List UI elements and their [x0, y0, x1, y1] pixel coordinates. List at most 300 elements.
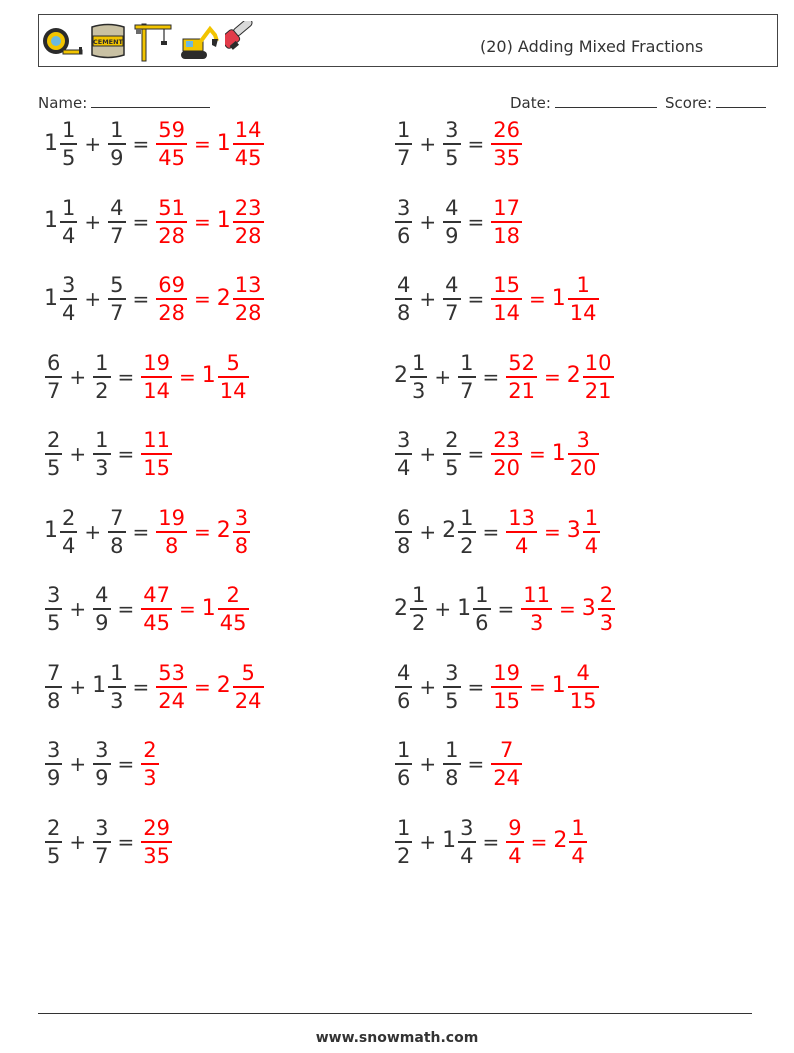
plus-sign: + — [419, 752, 437, 776]
equals-sign: = — [117, 752, 135, 776]
mixed-number — [442, 507, 476, 557]
plus-sign: + — [419, 829, 437, 854]
fraction — [156, 197, 187, 247]
mixed-number — [92, 817, 111, 867]
plus-sign: + — [84, 132, 102, 156]
problem-row — [44, 269, 265, 329]
numerator: 14 — [234, 118, 262, 142]
mixed-number — [107, 507, 126, 557]
mixed-number — [442, 119, 461, 169]
whole-part: 2 — [442, 518, 457, 543]
plus-sign: + — [419, 442, 437, 466]
numerator: 3 — [397, 195, 411, 220]
numerator: 5 — [110, 273, 124, 297]
numerator: 1 — [397, 738, 411, 762]
denominator: 8 — [445, 766, 459, 790]
fraction — [458, 817, 475, 867]
equals-sign: = — [132, 287, 150, 311]
denominator: 8 — [47, 688, 61, 713]
numerator: 4 — [95, 583, 109, 607]
mixed-number — [44, 662, 63, 712]
whole-part: 1 — [216, 130, 231, 156]
fraction — [108, 662, 125, 712]
fraction — [60, 507, 77, 557]
fraction — [569, 817, 586, 867]
denominator: 7 — [47, 378, 61, 403]
answer-value — [202, 352, 250, 402]
fraction — [506, 507, 537, 557]
denominator: 2 — [95, 378, 109, 403]
numerator: 4 — [110, 195, 124, 220]
mixed-number — [394, 119, 413, 169]
equals-sign: = — [529, 442, 546, 466]
numerator: 1 — [576, 273, 590, 297]
denominator: 8 — [397, 533, 411, 558]
equals-sign: = — [482, 829, 500, 854]
problem-row — [394, 424, 600, 484]
fraction — [45, 739, 62, 789]
fraction — [108, 197, 125, 247]
date-field[interactable] — [510, 93, 657, 112]
problem-row — [44, 424, 173, 484]
whole-part: 1 — [551, 673, 566, 698]
numerator: 4 — [576, 660, 590, 685]
fraction — [458, 507, 475, 557]
denominator: 4 — [571, 843, 585, 868]
whole-part: 2 — [216, 518, 231, 543]
numerator: 4 — [397, 660, 411, 685]
problem-row — [394, 269, 600, 329]
denominator: 18 — [493, 223, 521, 248]
chainsaw-icon — [225, 21, 265, 65]
whole-part: 2 — [394, 363, 408, 388]
denominator: 4 — [397, 456, 411, 480]
denominator: 3 — [110, 688, 124, 713]
denominator: 7 — [110, 223, 124, 248]
problem-row — [394, 347, 615, 407]
fraction — [491, 197, 522, 247]
denominator: 24 — [493, 766, 521, 790]
fraction — [45, 429, 62, 479]
numerator: 3 — [47, 583, 61, 607]
mixed-number — [92, 429, 111, 479]
mixed-number — [394, 584, 428, 634]
problem-row — [394, 812, 588, 872]
denominator: 6 — [475, 611, 489, 635]
denominator: 6 — [397, 688, 411, 713]
answer-value — [505, 352, 538, 402]
answer-value — [505, 817, 524, 867]
equals-sign: = — [544, 364, 561, 389]
denominator: 8 — [164, 533, 179, 558]
numerator: 5 — [241, 660, 255, 685]
fraction — [395, 507, 412, 557]
fraction — [568, 662, 599, 712]
fraction — [395, 739, 412, 789]
whole-part: 2 — [566, 363, 581, 388]
numerator: 4 — [397, 273, 411, 297]
fraction — [491, 662, 522, 712]
score-label: Score: — [665, 94, 713, 112]
equals-sign: = — [194, 674, 211, 699]
fraction — [395, 274, 412, 324]
denominator: 20 — [569, 456, 597, 480]
equals-sign: = — [530, 829, 548, 854]
equals-sign: = — [117, 597, 135, 621]
mixed-number — [107, 274, 126, 324]
numerator: 1 — [412, 350, 426, 375]
answer-value — [140, 817, 173, 867]
numerator: 3 — [47, 738, 61, 762]
mixed-number — [394, 662, 413, 712]
numerator: 2 — [47, 815, 61, 840]
numerator: 17 — [493, 195, 521, 220]
numerator: 69 — [158, 273, 186, 297]
fraction — [443, 274, 460, 324]
numerator: 11 — [143, 428, 171, 452]
denominator: 4 — [62, 301, 76, 325]
fraction — [93, 584, 110, 634]
plus-sign: + — [434, 597, 452, 621]
fraction — [93, 739, 110, 789]
problem-row — [44, 192, 265, 252]
numerator: 2 — [599, 583, 614, 607]
mixed-number — [92, 739, 111, 789]
cement-label: CEMENT — [93, 38, 123, 46]
plus-sign: + — [419, 519, 437, 544]
answer-value — [552, 662, 600, 712]
name-field[interactable] — [38, 93, 210, 112]
mixed-number — [44, 817, 63, 867]
answer-value — [217, 662, 265, 712]
answer-value — [567, 352, 615, 402]
whole-part: 1 — [44, 285, 58, 311]
whole-part: 1 — [44, 518, 58, 543]
denominator: 14 — [493, 301, 521, 325]
fraction — [45, 817, 62, 867]
fraction — [506, 817, 523, 867]
answer-value — [217, 274, 265, 324]
numerator: 19 — [493, 660, 521, 685]
equals-sign: = — [194, 287, 211, 311]
denominator: 4 — [460, 843, 474, 868]
numerator: 2 — [143, 738, 157, 762]
score-line[interactable] — [716, 93, 766, 108]
denominator: 3 — [95, 456, 109, 480]
denominator: 2 — [397, 843, 411, 868]
whole-part: 1 — [201, 595, 216, 621]
mixed-number — [394, 507, 413, 557]
denominator: 21 — [584, 378, 612, 403]
denominator: 9 — [445, 223, 459, 248]
mixed-number — [107, 197, 126, 247]
equals-sign: = — [132, 132, 150, 156]
equals-sign: = — [467, 132, 485, 156]
problem-row — [394, 192, 523, 252]
numerator: 1 — [571, 815, 585, 840]
numerator: 3 — [576, 428, 590, 452]
numerator: 7 — [499, 738, 514, 762]
excavator-icon — [179, 21, 219, 65]
date-line[interactable] — [555, 93, 657, 108]
numerator: 59 — [158, 118, 186, 142]
numerator: 15 — [493, 273, 521, 297]
denominator: 6 — [397, 766, 411, 790]
answer-value — [552, 274, 600, 324]
mixed-number — [44, 119, 78, 169]
plus-sign: + — [69, 674, 87, 699]
numerator: 1 — [397, 815, 411, 840]
numerator: 47 — [143, 583, 171, 607]
numerator: 53 — [158, 660, 186, 685]
fraction — [233, 507, 250, 557]
fraction — [443, 662, 460, 712]
problem-row — [44, 347, 250, 407]
crane-icon — [133, 21, 173, 67]
equals-sign: = — [179, 364, 196, 389]
fraction — [233, 662, 264, 712]
fraction — [395, 197, 412, 247]
mixed-number — [394, 739, 413, 789]
equals-sign: = — [179, 597, 196, 621]
denominator: 45 — [219, 611, 247, 635]
numerator: 3 — [95, 738, 109, 762]
equals-sign: = — [482, 364, 500, 389]
answer-value — [140, 739, 159, 789]
fraction — [598, 584, 615, 634]
fraction — [583, 507, 600, 557]
equals-sign: = — [467, 752, 485, 776]
mixed-number — [442, 274, 461, 324]
numerator: 1 — [412, 583, 426, 607]
mixed-number — [394, 274, 413, 324]
denominator: 7 — [110, 301, 124, 325]
mixed-number — [394, 197, 413, 247]
mixed-number — [92, 352, 111, 402]
fraction — [156, 119, 187, 169]
denominator: 9 — [110, 146, 124, 170]
problem-row — [394, 502, 601, 562]
denominator: 35 — [143, 843, 171, 868]
numerator: 11 — [523, 583, 551, 607]
plus-sign: + — [419, 287, 437, 311]
problem-row — [44, 734, 160, 794]
whole-part: 1 — [44, 208, 58, 233]
numerator: 1 — [110, 118, 124, 142]
equals-sign: = — [529, 674, 546, 699]
answer-value — [155, 507, 188, 557]
fraction — [156, 507, 187, 557]
name-line[interactable] — [91, 93, 210, 108]
numerator: 3 — [62, 273, 76, 297]
problem-row — [44, 114, 265, 174]
denominator: 4 — [62, 223, 76, 248]
mixed-number — [442, 662, 461, 712]
denominator: 15 — [493, 688, 521, 713]
answer-value — [155, 662, 188, 712]
equals-sign: = — [467, 674, 485, 699]
plus-sign: + — [84, 287, 102, 311]
whole-part: 2 — [553, 828, 568, 853]
answer-value — [140, 429, 173, 479]
mixed-number — [394, 352, 428, 402]
numerator: 6 — [47, 350, 61, 375]
whole-part: 1 — [44, 130, 58, 156]
score-field[interactable] — [665, 93, 766, 112]
answer-value — [490, 739, 523, 789]
fraction — [233, 197, 264, 247]
fraction — [395, 817, 412, 867]
numerator: 7 — [110, 505, 124, 530]
equals-sign: = — [117, 442, 135, 466]
numerator: 10 — [584, 350, 612, 375]
problem-row — [394, 657, 600, 717]
numerator: 29 — [143, 815, 171, 840]
answer-value — [140, 352, 173, 402]
denominator: 8 — [110, 533, 124, 558]
denominator: 5 — [62, 146, 76, 170]
fraction — [141, 739, 158, 789]
numerator: 1 — [397, 118, 411, 142]
worksheet-header — [38, 14, 778, 67]
denominator: 24 — [158, 688, 186, 713]
answer-value — [217, 119, 265, 169]
numerator: 51 — [158, 195, 186, 220]
fraction — [45, 584, 62, 634]
mixed-number — [44, 274, 78, 324]
fraction — [141, 352, 172, 402]
equals-sign: = — [497, 597, 515, 621]
fraction — [45, 662, 62, 712]
denominator: 3 — [529, 611, 544, 635]
fraction — [395, 429, 412, 479]
equals-sign: = — [132, 674, 150, 699]
fraction — [60, 197, 77, 247]
denominator: 5 — [445, 456, 459, 480]
denominator: 28 — [158, 301, 186, 325]
plus-sign: + — [69, 364, 87, 389]
denominator: 7 — [397, 146, 411, 170]
fraction — [491, 739, 522, 789]
mixed-number — [44, 507, 78, 557]
numerator: 9 — [508, 815, 522, 840]
denominator: 28 — [234, 223, 262, 248]
mixed-number — [92, 662, 126, 712]
fraction — [491, 119, 522, 169]
whole-part: 1 — [442, 828, 457, 853]
plus-sign: + — [69, 597, 87, 621]
denominator: 4 — [514, 533, 529, 558]
denominator: 3 — [143, 766, 157, 790]
numerator: 3 — [445, 118, 459, 142]
equals-sign: = — [194, 132, 211, 156]
fraction — [141, 584, 172, 634]
denominator: 5 — [47, 456, 61, 480]
problem-row — [44, 579, 250, 639]
fraction — [233, 119, 264, 169]
denominator: 21 — [508, 378, 536, 403]
whole-part: 2 — [216, 285, 231, 311]
plus-sign: + — [69, 442, 87, 466]
problem-row — [44, 812, 173, 872]
worksheet-title: (20) Adding Mixed Fractions — [480, 37, 704, 56]
numerator: 6 — [397, 505, 411, 530]
fraction — [568, 429, 599, 479]
numerator: 1 — [445, 738, 459, 762]
fraction — [521, 584, 552, 634]
answer-value — [520, 584, 553, 634]
fraction — [491, 429, 522, 479]
fraction — [93, 429, 110, 479]
numerator: 52 — [508, 350, 536, 375]
denominator: 5 — [445, 688, 459, 713]
fraction — [93, 352, 110, 402]
numerator: 1 — [110, 660, 124, 685]
problem-row — [44, 502, 251, 562]
fraction — [108, 274, 125, 324]
answer-value — [140, 584, 173, 634]
denominator: 5 — [47, 611, 61, 635]
mixed-number — [44, 429, 63, 479]
numerator: 1 — [460, 350, 474, 375]
answer-value — [490, 274, 523, 324]
numerator: 1 — [95, 428, 109, 452]
mixed-number — [44, 352, 63, 402]
mixed-number — [92, 584, 111, 634]
answer-value — [490, 429, 523, 479]
whole-part: 1 — [201, 363, 216, 388]
fraction — [108, 507, 125, 557]
plus-sign: + — [419, 674, 437, 699]
denominator: 5 — [47, 843, 61, 868]
cement-bag-icon — [89, 21, 127, 65]
denominator: 24 — [234, 688, 262, 713]
denominator: 8 — [397, 301, 411, 325]
denominator: 14 — [219, 378, 247, 403]
mixed-number — [107, 119, 126, 169]
plus-sign: + — [84, 209, 102, 234]
equals-sign: = — [194, 519, 211, 544]
fraction — [60, 119, 77, 169]
denominator: 4 — [508, 843, 522, 868]
plus-sign: + — [434, 364, 452, 389]
denominator: 9 — [95, 766, 109, 790]
whole-part: 3 — [566, 518, 581, 543]
whole-part: 1 — [92, 673, 107, 698]
denominator: 4 — [62, 533, 76, 558]
answer-value — [553, 817, 587, 867]
answer-value — [582, 584, 616, 634]
numerator: 4 — [445, 195, 459, 220]
fraction — [473, 584, 490, 634]
fraction — [218, 584, 249, 634]
denominator: 45 — [143, 611, 171, 635]
problem-row — [394, 579, 616, 639]
numerator: 5 — [226, 350, 240, 375]
fraction — [506, 352, 537, 402]
numerator: 19 — [143, 350, 171, 375]
equals-sign: = — [529, 287, 546, 311]
numerator: 1 — [95, 350, 109, 375]
numerator: 3 — [234, 505, 249, 530]
whole-part: 2 — [216, 673, 231, 698]
mixed-number — [394, 817, 413, 867]
numerator: 26 — [493, 118, 521, 142]
denominator: 35 — [493, 146, 521, 170]
mixed-number — [44, 197, 78, 247]
fraction — [491, 274, 522, 324]
fraction — [108, 119, 125, 169]
